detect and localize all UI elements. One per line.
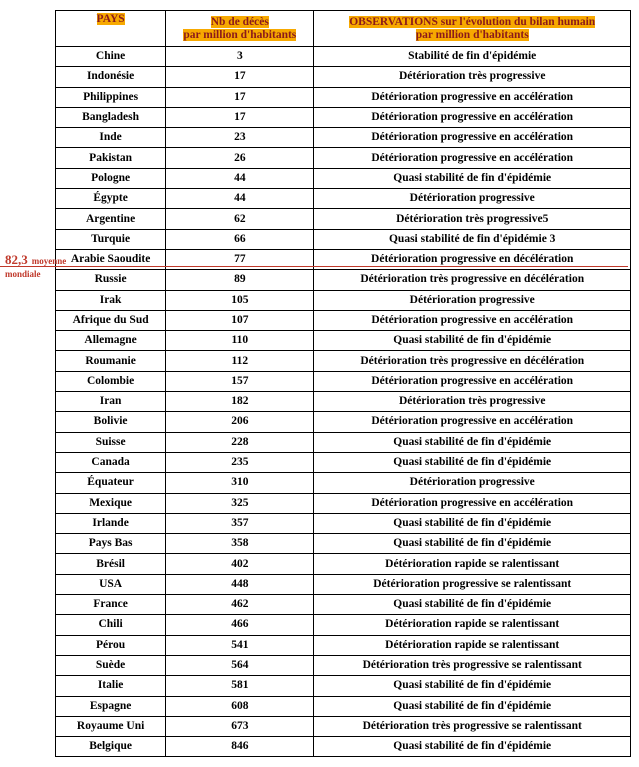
- cell-country: Argentine: [56, 209, 166, 229]
- table-row: [56, 290, 631, 310]
- cell-deaths: 17: [166, 107, 314, 127]
- cell-country: Suède: [56, 655, 166, 675]
- cell-country: Bolivie: [56, 412, 166, 432]
- cell-country: Chili: [56, 615, 166, 635]
- cell-deaths: 110: [166, 331, 314, 351]
- cell-deaths: 235: [166, 452, 314, 472]
- cell-country: Égypte: [56, 189, 166, 209]
- header-deaths-line2: par million d'habitants: [183, 28, 297, 41]
- cell-observation: Détérioration progressive se ralentissant: [314, 574, 631, 594]
- table-row: [56, 676, 631, 696]
- cell-observation: Détérioration très progressive: [314, 67, 631, 87]
- table-row: [56, 47, 631, 67]
- table-row: [56, 310, 631, 330]
- cell-deaths: 846: [166, 737, 314, 757]
- cell-country: Canada: [56, 452, 166, 472]
- cell-country: Afrique du Sud: [56, 310, 166, 330]
- cell-observation: Quasi stabilité de fin d'épidémie: [314, 676, 631, 696]
- cell-observation: Quasi stabilité de fin d'épidémie: [314, 331, 631, 351]
- cell-deaths: 673: [166, 716, 314, 736]
- cell-deaths: 66: [166, 229, 314, 249]
- cell-country: Inde: [56, 128, 166, 148]
- table-row: [56, 432, 631, 452]
- cell-deaths: 581: [166, 676, 314, 696]
- table-row: [56, 696, 631, 716]
- cell-country: Pays Bas: [56, 534, 166, 554]
- cell-deaths: 358: [166, 534, 314, 554]
- cell-observation: Détérioration progressive en décélération: [314, 249, 631, 269]
- cell-deaths: 26: [166, 148, 314, 168]
- world-average-value: 82,3: [5, 252, 28, 267]
- cell-country: Philippines: [56, 87, 166, 107]
- cell-deaths: 541: [166, 635, 314, 655]
- header-country: [56, 11, 166, 47]
- table-row: [56, 737, 631, 757]
- table-row: [56, 473, 631, 493]
- cell-observation: Détérioration progressive en accélération: [314, 87, 631, 107]
- cell-deaths: 448: [166, 574, 314, 594]
- table-row: [56, 128, 631, 148]
- cell-observation: Détérioration progressive en accélération: [314, 128, 631, 148]
- cell-deaths: 466: [166, 615, 314, 635]
- cell-deaths: 310: [166, 473, 314, 493]
- table-row: [56, 229, 631, 249]
- table-row: [56, 513, 631, 533]
- header-deaths-line1: Nb de décès: [210, 15, 269, 28]
- cell-country: Roumanie: [56, 351, 166, 371]
- table-row: [56, 716, 631, 736]
- cell-observation: Quasi stabilité de fin d'épidémie: [314, 534, 631, 554]
- cell-observation: Quasi stabilité de fin d'épidémie: [314, 513, 631, 533]
- cell-country: Belgique: [56, 737, 166, 757]
- table-row: [56, 615, 631, 635]
- cell-observation: Quasi stabilité de fin d'épidémie: [314, 452, 631, 472]
- table-row: [56, 493, 631, 513]
- world-average-label: [5, 254, 66, 280]
- cell-country: Indonésie: [56, 67, 166, 87]
- cell-deaths: 325: [166, 493, 314, 513]
- table-row: [56, 412, 631, 432]
- table-row: [56, 392, 631, 412]
- cell-observation: Quasi stabilité de fin d'épidémie: [314, 595, 631, 615]
- cell-country: Royaume Uni: [56, 716, 166, 736]
- cell-observation: Détérioration très progressive se ralentissant: [314, 655, 631, 675]
- table-row: [56, 655, 631, 675]
- cell-deaths: 357: [166, 513, 314, 533]
- table-row: [56, 209, 631, 229]
- cell-observation: Détérioration très progressive se ralentissant: [314, 716, 631, 736]
- cell-country: Irak: [56, 290, 166, 310]
- table-row: [56, 107, 631, 127]
- table-row: [56, 574, 631, 594]
- cell-observation: Détérioration très progressive en décélération: [314, 270, 631, 290]
- cell-observation: Détérioration progressive en accélération: [314, 148, 631, 168]
- cell-deaths: 77: [166, 249, 314, 269]
- cell-deaths: 157: [166, 371, 314, 391]
- cell-country: Bangladesh: [56, 107, 166, 127]
- table-row: [56, 270, 631, 290]
- cell-observation: Détérioration progressive en accélération: [314, 107, 631, 127]
- header-obs-line2: par million d'habitants: [415, 28, 529, 41]
- cell-deaths: 107: [166, 310, 314, 330]
- cell-observation: Détérioration progressive en accélération: [314, 371, 631, 391]
- cell-observation: Détérioration rapide se ralentissant: [314, 635, 631, 655]
- cell-country: Pologne: [56, 168, 166, 188]
- cell-country: Pakistan: [56, 148, 166, 168]
- table-row: [56, 595, 631, 615]
- cell-observation: Quasi stabilité de fin d'épidémie 3: [314, 229, 631, 249]
- cell-country: France: [56, 595, 166, 615]
- cell-deaths: 608: [166, 696, 314, 716]
- cell-deaths: 228: [166, 432, 314, 452]
- table-header-row: [56, 11, 631, 47]
- table-row: [56, 554, 631, 574]
- cell-observation: Détérioration progressive en accélération: [314, 310, 631, 330]
- cell-deaths: 23: [166, 128, 314, 148]
- cell-observation: Quasi stabilité de fin d'épidémie: [314, 432, 631, 452]
- cell-country: Arabie Saoudite: [56, 249, 166, 269]
- cell-country: Turquie: [56, 229, 166, 249]
- cell-observation: Détérioration très progressive5: [314, 209, 631, 229]
- cell-observation: Détérioration progressive en accélération: [314, 412, 631, 432]
- cell-observation: Détérioration rapide se ralentissant: [314, 554, 631, 574]
- table-row: [56, 168, 631, 188]
- table-row: [56, 331, 631, 351]
- covid-deaths-table: [55, 10, 631, 757]
- table-row: [56, 67, 631, 87]
- world-average-line: [0, 266, 628, 267]
- cell-deaths: 17: [166, 87, 314, 107]
- table-row: [56, 351, 631, 371]
- table-row: [56, 635, 631, 655]
- cell-deaths: 462: [166, 595, 314, 615]
- cell-country: Colombie: [56, 371, 166, 391]
- cell-deaths: 62: [166, 209, 314, 229]
- cell-observation: Détérioration très progressive: [314, 392, 631, 412]
- cell-country: Chine: [56, 47, 166, 67]
- cell-observation: Quasi stabilité de fin d'épidémie: [314, 737, 631, 757]
- header-deaths: [166, 11, 314, 47]
- cell-country: Équateur: [56, 473, 166, 493]
- cell-country: Pérou: [56, 635, 166, 655]
- cell-observation: Quasi stabilité de fin d'épidémie: [314, 696, 631, 716]
- table-row: [56, 87, 631, 107]
- cell-observation: Détérioration rapide se ralentissant: [314, 615, 631, 635]
- world-average-word1: moyenne: [31, 256, 67, 266]
- cell-observation: Quasi stabilité de fin d'épidémie: [314, 168, 631, 188]
- table-row: [56, 148, 631, 168]
- cell-deaths: 17: [166, 67, 314, 87]
- cell-observation: Détérioration progressive: [314, 290, 631, 310]
- cell-observation: Stabilité de fin d'épidémie: [314, 47, 631, 67]
- cell-deaths: 44: [166, 168, 314, 188]
- cell-deaths: 112: [166, 351, 314, 371]
- cell-observation: Détérioration progressive: [314, 189, 631, 209]
- cell-deaths: 182: [166, 392, 314, 412]
- header-country-label: PAYS: [96, 13, 125, 25]
- cell-country: Russie: [56, 270, 166, 290]
- cell-country: USA: [56, 574, 166, 594]
- world-average-word2: mondiale: [5, 269, 41, 279]
- table-row: [56, 371, 631, 391]
- table-row: [56, 189, 631, 209]
- cell-deaths: 3: [166, 47, 314, 67]
- cell-country: Brésil: [56, 554, 166, 574]
- cell-deaths: 44: [166, 189, 314, 209]
- table-row: [56, 534, 631, 554]
- cell-deaths: 564: [166, 655, 314, 675]
- cell-country: Allemagne: [56, 331, 166, 351]
- header-obs-line1: OBSERVATIONS sur l'évolution du bilan humain: [349, 15, 596, 28]
- table-body: [56, 47, 631, 757]
- cell-deaths: 206: [166, 412, 314, 432]
- cell-country: Espagne: [56, 696, 166, 716]
- cell-country: Irlande: [56, 513, 166, 533]
- cell-deaths: 105: [166, 290, 314, 310]
- cell-observation: Détérioration progressive en accélération: [314, 493, 631, 513]
- cell-observation: Détérioration progressive: [314, 473, 631, 493]
- cell-deaths: 402: [166, 554, 314, 574]
- cell-country: Suisse: [56, 432, 166, 452]
- cell-observation: Détérioration très progressive en décélération: [314, 351, 631, 371]
- cell-country: Mexique: [56, 493, 166, 513]
- header-observations: [314, 11, 631, 47]
- cell-deaths: 89: [166, 270, 314, 290]
- table-row: [56, 452, 631, 472]
- cell-country: Iran: [56, 392, 166, 412]
- cell-country: Italie: [56, 676, 166, 696]
